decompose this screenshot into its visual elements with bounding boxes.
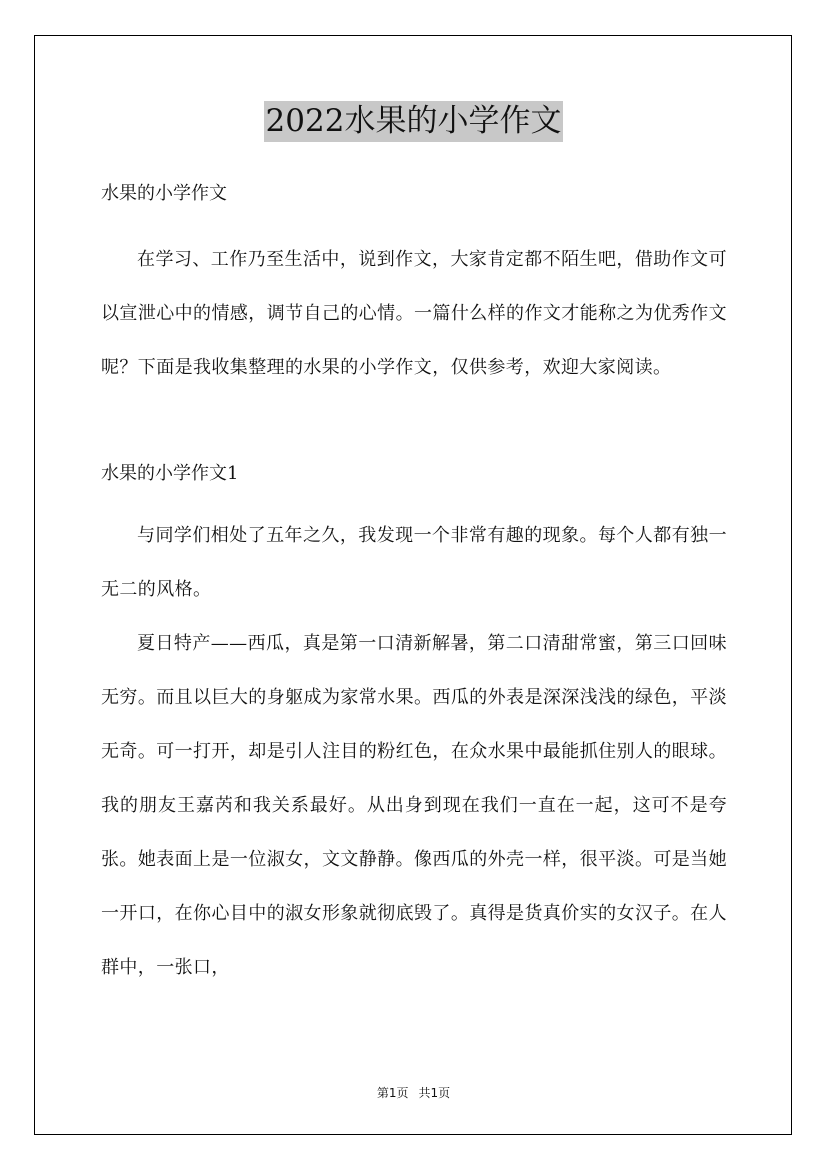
title-container: [0, 101, 827, 142]
document-body: [101, 178, 727, 995]
subtitle: 水果的小学作文: [101, 183, 227, 204]
section-heading: 水果的小学作文1: [101, 463, 239, 484]
page-total: 共1页: [418, 1086, 451, 1100]
page-footer: [0, 1084, 827, 1101]
page-number: 第1页: [376, 1086, 409, 1100]
document-title: 2022水果的小学作文: [264, 101, 564, 142]
intro-paragraph: 在学习、工作乃至生活中，说到作文，大家肯定都不陌生吧，借助作文可以宣泄心中的情感，调节自己的心情。一篇什么样的作文才能称之为优秀作文呢？下面是我收集整理的水果的小学作文，仅供参考，欢迎大家阅读。: [101, 249, 727, 378]
section-paragraph: 夏日特产——西瓜，真是第一口清新解暑，第二口清甜常蜜，第三口回味无穷。而且以巨大的身躯成为家常水果。西瓜的外表是深深浅浅的绿色，平淡无奇。可一打开，却是引人注目的粉红色，在众水果中最能抓住别人的眼球。我的朋友王嘉芮和我关系最好。从出身到现在我们一直在一起，这可不是夸张。她表面上是一位淑女，文文静静。像西瓜的外壳一样，很平淡。可是当她一开口，在你心目中的淑女形象就彻底毁了。真得是货真价实的女汉子。在人群中，一张口，: [101, 633, 727, 978]
section-paragraph: 与同学们相处了五年之久，我发现一个非常有趣的现象。每个人都有独一无二的风格。: [101, 525, 727, 600]
intro-block: [101, 233, 727, 395]
